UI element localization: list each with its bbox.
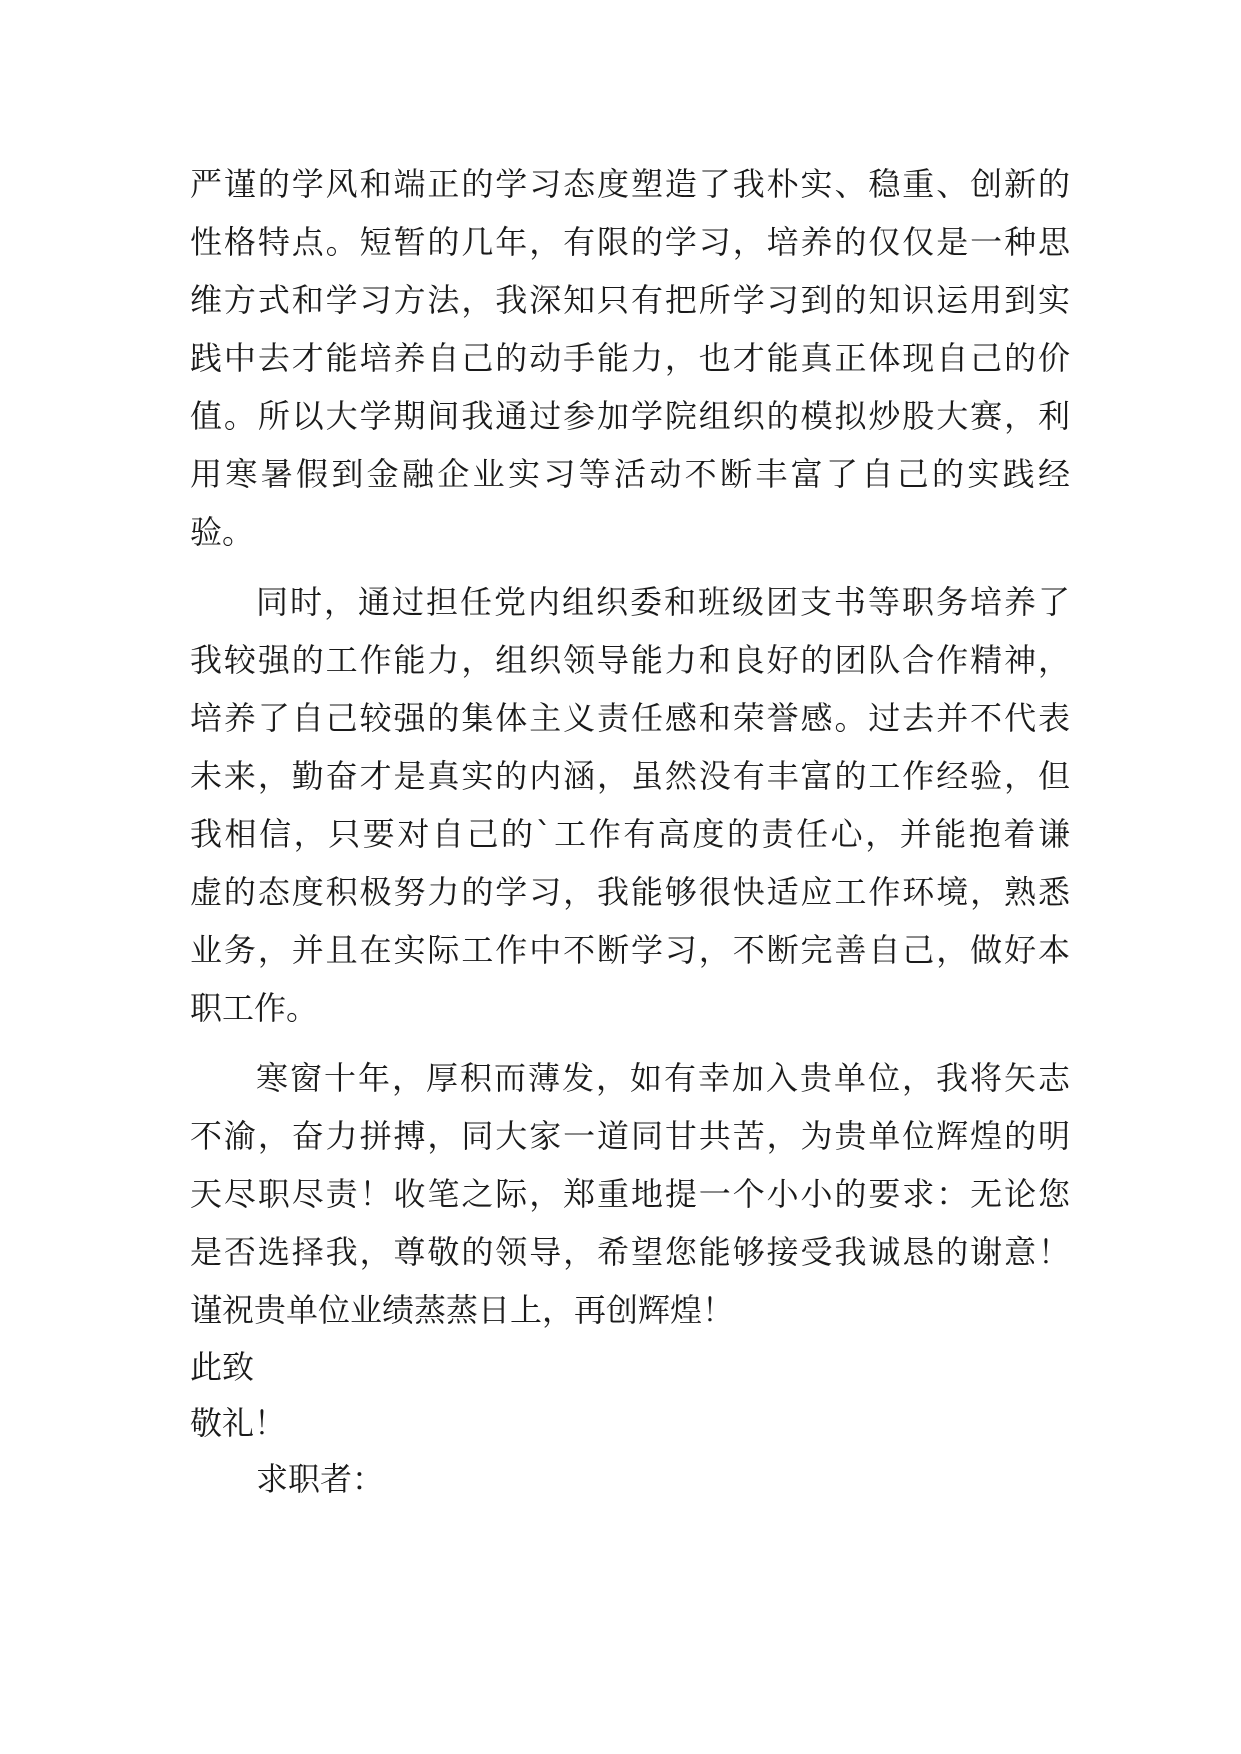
paragraph-line: 同时，通过担任党内组织委和班级团支书等职务培养了 [256,583,1070,621]
paragraph-line: 验。 [190,513,255,551]
paragraph-line: 未来，勤奋才是真实的内涵，虽然没有丰富的工作经验，但 [190,757,1070,795]
letter-body [190,155,1070,1507]
paragraph-line: 值。所以大学期间我通过参加学院组织的模拟炒股大赛，利 [190,397,1070,435]
paragraph-line: 性格特点。短暂的几年，有限的学习，培养的仅仅是一种思 [190,223,1070,261]
paragraph-line: 职工作。 [190,989,319,1027]
paragraph-line: 我相信，只要对自己的`工作有高度的责任心，并能抱着谦 [190,815,1070,853]
paragraph-line: 维方式和学习方法，我深知只有把所学习到的知识运用到实 [190,281,1070,319]
paragraph-line: 践中去才能培养自己的动手能力，也才能真正体现自己的价 [190,339,1070,377]
paragraph-line: 寒窗十年，厚积而薄发，如有幸加入贵单位，我将矢志 [256,1059,1070,1097]
paragraph-1 [190,155,1070,561]
paragraph-line: 是否选择我，尊敬的领导，希望您能够接受我诚恳的谢意！ [190,1233,1070,1271]
paragraph-line: 虚的态度积极努力的学习，我能够很快适应工作环境，熟悉 [190,873,1070,911]
paragraph-2 [190,573,1070,1037]
paragraph-line: 不渝，奋力拼搏，同大家一道同甘共苦，为贵单位辉煌的明 [190,1117,1070,1155]
paragraph-gap [190,1037,1070,1049]
paragraph-line: 用寒暑假到金融企业实习等活动不断丰富了自己的实践经 [190,455,1070,493]
paragraph-gap [190,561,1070,573]
paragraph-line: 我较强的工作能力，组织领导能力和良好的团队合作精神， [190,641,1070,679]
paragraph-line: 培养了自己较强的集体主义责任感和荣誉感。过去并不代表 [190,699,1070,737]
paragraph-3 [190,1049,1070,1339]
paragraph-line: 严谨的学风和端正的学习态度塑造了我朴实、稳重、创新的 [190,165,1070,203]
paragraph-line: 谨祝贵单位业绩蒸蒸日上，再创辉煌！ [190,1291,735,1329]
closing-salutation: 此致 [190,1348,255,1386]
signature-label: 求职者： [256,1460,385,1498]
closing-block [190,1339,1070,1507]
closing-regards: 敬礼！ [190,1404,287,1442]
paragraph-line: 业务，并且在实际工作中不断学习，不断完善自己，做好本 [190,931,1070,969]
paragraph-line: 天尽职尽责！收笔之际，郑重地提一个小小的要求：无论您 [190,1175,1070,1213]
